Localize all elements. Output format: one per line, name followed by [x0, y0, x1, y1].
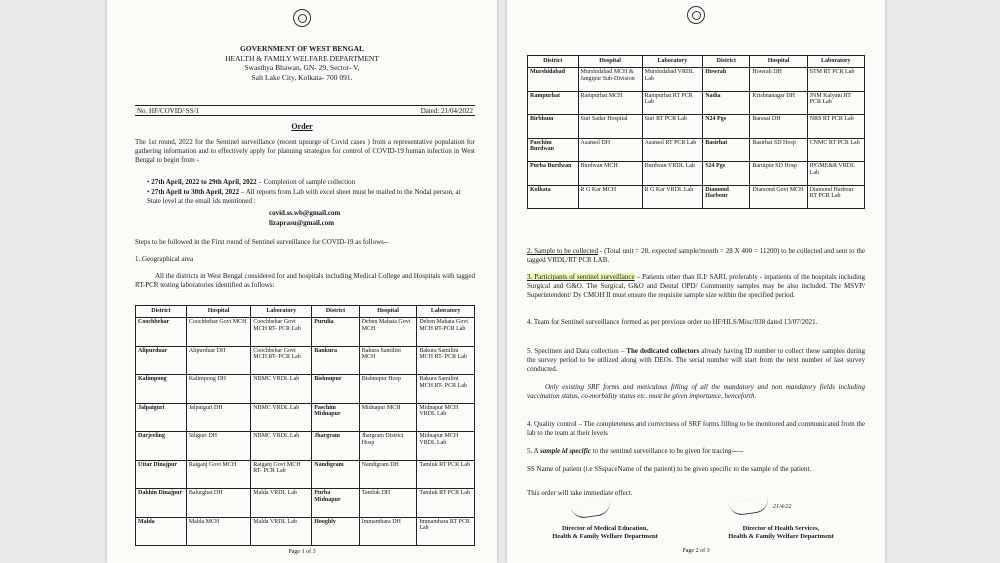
table-cell: CNMC RT PCR Lab: [807, 138, 864, 162]
table-cell: Coochbehar Govt MCH RT- PCR Lab: [251, 318, 312, 347]
order-date: Dated: 21/04/2022: [420, 107, 473, 115]
table-cell: Diamond Harbour: [703, 185, 750, 209]
table-cell: NRS RT PCR Lab: [807, 115, 864, 139]
signatory-left: [521, 525, 689, 541]
para-2-lead: 2. Sample to be collected: [527, 247, 599, 255]
column-header: Hospital: [578, 56, 642, 68]
table-cell: Diamond Govt MCH: [750, 185, 807, 209]
address-line-1: Swasthya Bhawan, GN- 29, Sector- V,: [244, 63, 360, 72]
table-cell: Alipurduar: [136, 346, 187, 375]
para-5-text: already having ID number to collect these samples during the survey period to be utilized along with DEOs. The serial number will start from the next number of last survey conducted.: [527, 347, 865, 373]
table-cell: Diamond Harbour RT PCR Lab: [807, 185, 864, 209]
table-cell: Coochbehar: [136, 318, 187, 347]
table-row: [136, 318, 475, 347]
signatory-right: [697, 525, 865, 541]
column-header: Hospital: [359, 306, 417, 318]
table-cell: Bakura Samilini MCH RT- PCR Lab: [417, 375, 475, 404]
table-cell: Suri Sadar Hospital: [578, 115, 642, 139]
government-emblem-icon: [293, 9, 311, 27]
column-header: Laboratory: [807, 56, 864, 68]
column-header: District: [528, 56, 579, 68]
table-cell: Deben Mahata Govt MCH: [359, 318, 417, 347]
signatory-right-title: Director of Health Services,: [742, 525, 820, 532]
table-cell: Jhargram: [312, 432, 359, 461]
table-cell: Jhargram District Hosp: [359, 432, 417, 461]
table-cell: Bishnupur Hosp: [359, 375, 417, 404]
document-page-1: [107, 0, 497, 563]
para-patient-name: SS Name of patient (i.e SSspaceName of the patient) to be given specific to the sample of the patient.: [527, 465, 812, 473]
table-row: [136, 460, 475, 489]
table-cell: R G Kar VRDL Lab: [642, 185, 703, 209]
table-cell: NBMC VRDL Lab: [251, 432, 312, 461]
order-title: Order: [291, 122, 313, 131]
table-cell: Burdwan VRDL Lab: [642, 162, 703, 186]
para-sample-collected: [527, 247, 865, 265]
table-header-row: [528, 56, 865, 68]
govt-name: GOVERNMENT OF WEST BENGAL: [239, 44, 365, 53]
table-cell: Tamluk DH: [359, 489, 417, 518]
column-header: Laboratory: [642, 56, 703, 68]
column-header: District: [703, 56, 750, 68]
table-cell: Malda: [136, 517, 187, 546]
table-row: [136, 346, 475, 375]
table-cell: Malda VRDL Lab: [251, 489, 312, 518]
table-cell: S24 Pgs: [703, 162, 750, 186]
table-cell: Barasat DH: [750, 115, 807, 139]
table-cell: Birbhum: [528, 115, 579, 139]
table-cell: Nandigram: [312, 460, 359, 489]
para-participants: [527, 273, 865, 300]
table-cell: Uttar Dinajpur: [136, 460, 187, 489]
column-header: Laboratory: [251, 306, 312, 318]
table-cell: Tamluk RT PCR Lab: [417, 489, 475, 518]
table-row: [528, 162, 865, 186]
table-row: [136, 403, 475, 432]
table-cell: Bakura Samilini MCH RT- PCR Lab: [417, 346, 475, 375]
table-row: [528, 138, 865, 162]
table-cell: Alipurduar DH: [186, 346, 250, 375]
table-cell: Howrah DH: [750, 68, 807, 92]
para-quality-control: 4. Quality control – The completeness and correctness of SRF forms filling to be monitored and communicated from the lab to the team at their levels: [527, 420, 865, 437]
page-footer: Page 1 of 3: [288, 549, 316, 555]
column-header: District: [312, 306, 359, 318]
table-header-row: [136, 306, 475, 318]
table-cell: Bankura: [312, 346, 359, 375]
para-3-lead: 3. Participants of sentinel surveillance: [527, 273, 635, 281]
table-cell: JNM Kalyani RT PCR Lab: [807, 91, 864, 115]
column-header: Hospital: [186, 306, 250, 318]
timeline-bullet-1: [147, 178, 475, 187]
table-row: [528, 91, 865, 115]
para-5-bold: The dedicated collectors: [626, 347, 700, 355]
table-cell: Midnapur MCH VRDL Lab: [417, 432, 475, 461]
dept-name: HEALTH & FAMILY WELFARE DEPARTMENT: [225, 53, 379, 63]
table-cell: Nandigram DH: [359, 460, 417, 489]
bullet-1-text: – Completion of sample collection: [256, 178, 356, 186]
government-emblem-icon: [687, 6, 705, 24]
table-cell: Coochbehar Govt MCH: [186, 318, 250, 347]
table-cell: Murshidabad MCH & Jangipur Sub-Division: [578, 68, 642, 92]
signatory-left-dept: Health & Family Welfare Department: [552, 533, 658, 540]
address-line-2: Salt Lake City, Kolkata- 700 091.: [251, 72, 353, 82]
para-3-text: – Patients other than ILI/ SARI, preferably - inpatients of the hospitals including Surgical and G&O. The Surgical, G&O and Dental OPD/ Community samples may be also included. The MSVP/ Superintendent/ Dy CMOH II must ensure the requisite sample size within the specified period.: [527, 273, 865, 299]
table-cell: Jalpaiguri DH: [186, 403, 250, 432]
table-row: [528, 68, 865, 92]
column-header: District: [136, 306, 187, 318]
email-1: covid.ss.wb@gmail.com: [269, 209, 341, 217]
para-7-bold: sample id specific: [540, 447, 591, 455]
letterhead: [107, 44, 497, 82]
para-sample-id: [527, 447, 865, 456]
para-effect: This order will take immediate effect.: [527, 489, 633, 497]
para-srf-forms: Only existing SRF forms and meticulous filling of all the mandatory and non mandatory fields including vaccination status, co-morbidity status etc. must be given importance, henceforth.: [527, 383, 865, 400]
bullet-icon: •: [147, 188, 152, 196]
column-header: Laboratory: [417, 306, 475, 318]
table-cell: Asansol DH: [578, 138, 642, 162]
table-row: [528, 115, 865, 139]
table-cell: Coochbehar Govt MCH RT- PCR Lab: [251, 346, 312, 375]
table-cell: Deben Mahata Govt MCH RT-PCR Lab: [417, 318, 475, 347]
intro-paragraph: The 1st round, 2022 for the Sentinel surveillance (recent upsurge of Covid cases ) from a representative population for gathering information and to effectively apply for planning strategies for control of COVID-19 human infection in West Bengal to begin from -: [135, 138, 475, 164]
table-cell: Darjeeling: [136, 432, 187, 461]
table-cell: STM RT PCR Lab: [807, 68, 864, 92]
table-cell: Paschim Burdwan: [528, 138, 579, 162]
table-cell: Baruipur SD Hosp: [750, 162, 807, 186]
geo-heading: 1. Geographical area: [135, 255, 194, 263]
table-cell: Raiganj Govt MCH RT- PCR Lab: [251, 460, 312, 489]
table-cell: Bakura Samilini MCH: [359, 346, 417, 375]
table-cell: Hooghly: [312, 517, 359, 546]
table-cell: Immambara DH: [359, 517, 417, 546]
table-cell: N24 Pgs: [703, 115, 750, 139]
document-page-2: [507, 0, 885, 563]
hospital-lab-table-1: [135, 305, 475, 546]
table-cell: Rampurhat: [528, 91, 579, 115]
table-cell: Midnapur MCH: [359, 403, 417, 432]
table-cell: Burdwan MCH: [578, 162, 642, 186]
table-row: [136, 432, 475, 461]
table-cell: IPGME&R VRDL Lab: [807, 162, 864, 186]
para-specimen: [527, 347, 865, 374]
table-cell: Siliguri DH: [186, 432, 250, 461]
signature-date: 21/4/22: [773, 504, 792, 510]
table-cell: Basirhat SD Hosp: [750, 138, 807, 162]
table-cell: Bishnupur: [312, 375, 359, 404]
hospital-lab-table-2: [527, 55, 865, 209]
signature-left-icon: [570, 500, 612, 519]
table-cell: Jalpaiguri: [136, 403, 187, 432]
signatory-right-dept: Health & Family Welfare Department: [728, 533, 834, 540]
table-cell: Immambara RT PCR Lab: [417, 517, 475, 546]
reference-number: No. HF/COVID/ SS/1: [137, 107, 200, 115]
table-cell: NBMC VRDL Lab: [251, 375, 312, 404]
table-cell: Suri RT PCR Lab: [642, 115, 703, 139]
para-5-lead: 5. Specimen and Data collection –: [527, 347, 627, 355]
table-cell: Kolkata: [528, 185, 579, 209]
reference-row: [135, 105, 475, 116]
table-cell: Purba Burdwan: [528, 162, 579, 186]
table-cell: Midnapur MCH VRDL Lab: [417, 403, 475, 432]
table-cell: Murshidabad VRDL Lab: [642, 68, 703, 92]
page-footer: Page 2 of 3: [682, 548, 710, 554]
table-cell: Asansol RT PCR Lab: [642, 138, 703, 162]
table-row: [136, 489, 475, 518]
table-cell: R G Kar MCH: [578, 185, 642, 209]
table-cell: Purba Midnapur: [312, 489, 359, 518]
table-cell: Malda MCH: [186, 517, 250, 546]
signature-right-icon: [728, 497, 770, 516]
para-7-lead: 5. A: [527, 447, 541, 455]
bullet-2-text: – All reports from Lab with excel sheet must be mailed to the Nodal person, at State level at the email ids mentioned :: [147, 188, 461, 205]
table-cell: Krishnanagar DH: [750, 91, 807, 115]
table-cell: Tamluk RT PCR Lab: [417, 460, 475, 489]
geo-text: All the districts in West Bengal considered for and hospitals including Medical College and Hospitals with tagged RT-PCR testing laboratories identified as follows:: [135, 272, 475, 289]
bullet-icon: •: [147, 178, 152, 186]
table-row: [136, 375, 475, 404]
table-cell: Rampurhat RT PCR Lab: [642, 91, 703, 115]
column-header: Hospital: [750, 56, 807, 68]
table-cell: Nadia: [703, 91, 750, 115]
table-cell: Kalimpong: [136, 375, 187, 404]
table-cell: Rampurhat MCH: [578, 91, 642, 115]
table-cell: Purulia: [312, 318, 359, 347]
table-row: [136, 517, 475, 546]
email-2: lizaprasu@gmail.com: [269, 219, 335, 227]
table-cell: Murshidabad: [528, 68, 579, 92]
table-row: [528, 185, 865, 209]
table-cell: Dakhin Dinajpur: [136, 489, 187, 518]
table-cell: Paschim Midnapur: [312, 403, 359, 432]
timeline-bullet-2: [147, 188, 475, 206]
para-2-text: - (Total unit = 28, expected sample/month = 28 X 400 = 11200) to be collected and sent to the tagged VRDL/RT PCR LAB.: [527, 247, 865, 264]
table-cell: NBMC VRDL Lab: [251, 403, 312, 432]
table-cell: Basirhat: [703, 138, 750, 162]
signatory-left-title: Director of Medical Education,: [561, 525, 649, 532]
para-7-text: to the sentinel surveillance to be given for tracing-----: [590, 447, 744, 455]
bullet-2-dates: 27th April to 30th April, 2022: [151, 188, 240, 196]
table-cell: Howrah: [703, 68, 750, 92]
steps-line: Steps to be followed in the First round of Sentinel surveillance for COVID-19 as follows--: [135, 238, 389, 246]
table-cell: Kalimpong DH: [186, 375, 250, 404]
table-cell: Raiganj Govt MCH: [186, 460, 250, 489]
para-team: 4. Team for Sentinel surveillance formed as per previous order no HF/HLS/Misc/038 dated 13/07/2021.: [527, 318, 818, 326]
table-cell: Malda VRDL Lab: [251, 517, 312, 546]
bullet-1-dates: 27th April, 2022 to 29th April, 2022: [151, 178, 257, 186]
table-cell: Balurghat DH: [186, 489, 250, 518]
